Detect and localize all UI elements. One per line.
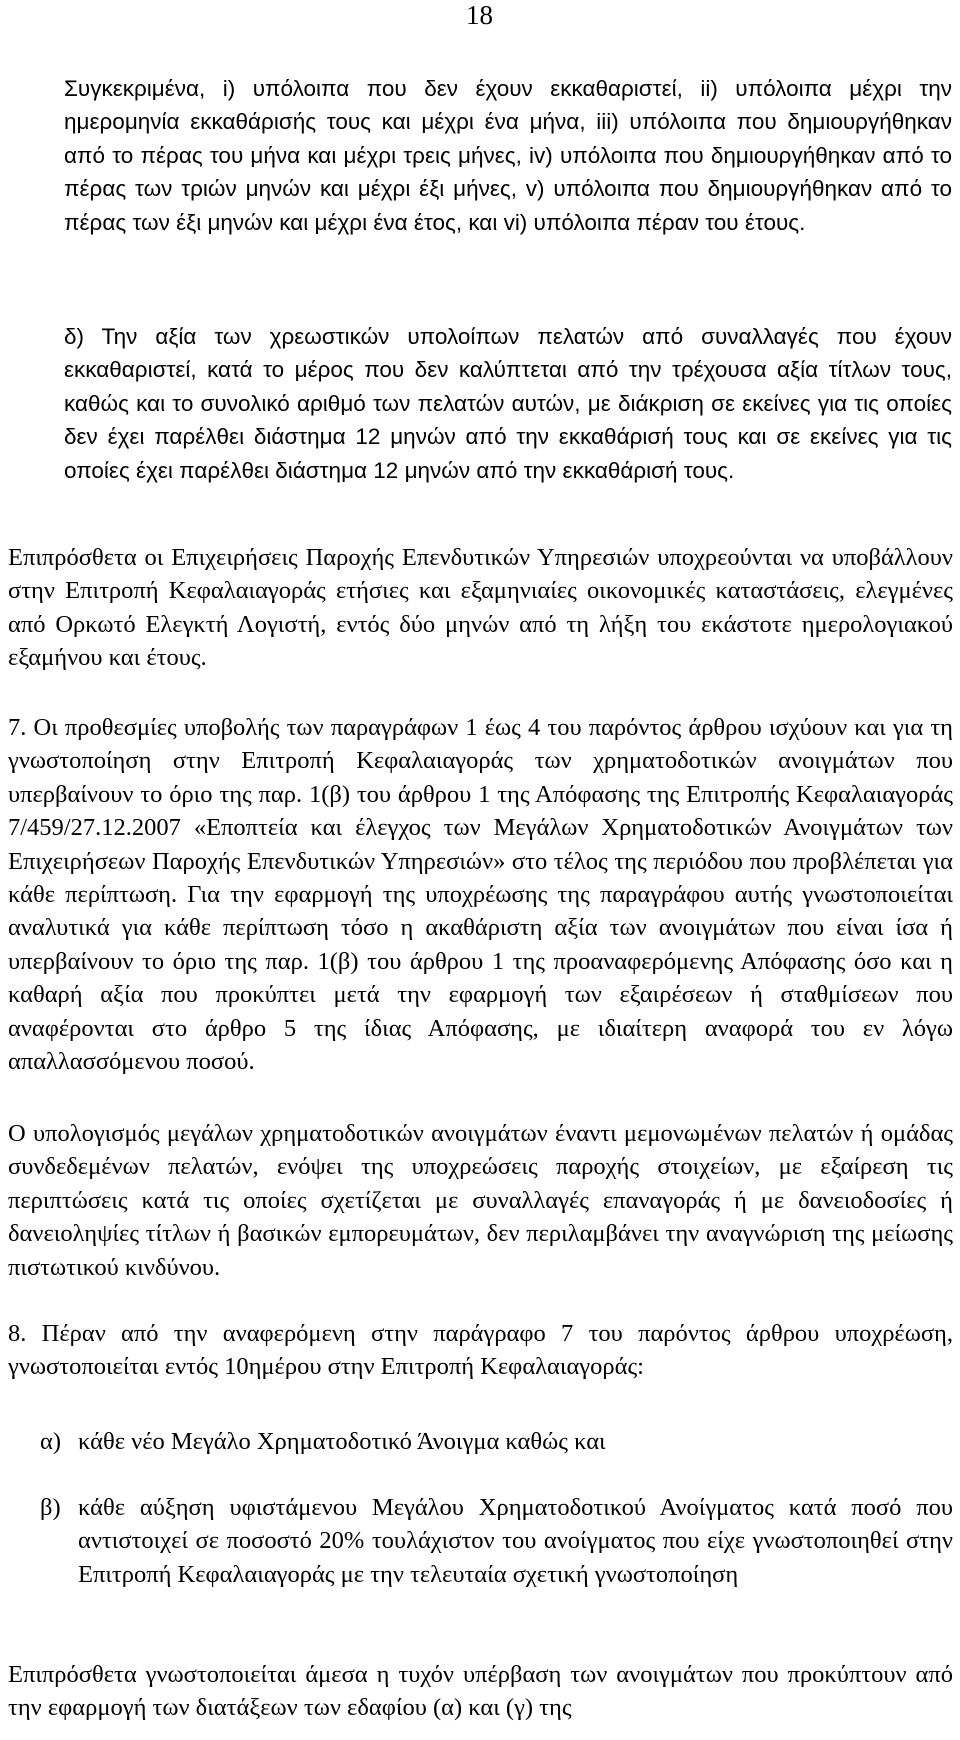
paragraph-7-deadlines: 7. Οι προθεσμίες υποβολής των παραγράφων 1 έως 4 του παρόντος άρθρου ισχύουν και για τη γνωστοποίηση στην Επιτροπή Κεφαλαιαγοράς των χρηματοδοτικών ανοιγμάτων που υπερβαίνουν το όριο της παρ. 1(β) του άρθρου 1 της Απόφασης της Επιτροπής Κεφαλαιαγοράς 7/459/27.12.2007 «Εποπτεία και έλεγχος των Μεγάλων Χρηματοδοτικών Ανοιγμάτων των Επιχειρήσεων Παροχής Επενδυτικών Υπηρεσιών» στο τέλος της περιόδου που προβλέπεται για κάθε περίπτωση. Για την εφαρμογή της υποχρέωσης της παραγράφου αυτής γνωστοποιείται αναλυτικά για κάθε περίπτωση τόσο η ακαθάριστη αξία των ανοιγμάτων που είναι ίσα ή υπερβαίνουν το όριο της παρ. 1(β) του άρθρου 1 της προαναφερόμενης Απόφασης όσο και η καθαρή αξία που προκύπτει μετά την εφαρμογή των εξαιρέσεων ή σταθμίσεων που αναφέρονται στο άρθρο 5 της ίδιας Απόφασης, με ιδιαίτερη αναφορά του εν λόγω απαλλασσόμενου ποσού.: [8, 714, 953, 1076]
paragraph-balance-categories: Συγκεκριμένα, i) υπόλοιπα που δεν έχουν εκκαθαριστεί, ii) υπόλοιπα μέχρι την ημερομηνία εκκαθάρισής τους και μέχρι ένα μήνα, iii) υπόλοιπα που δημιουργήθηκαν από το πέρας του μήνα και μέχρι τρεις μήνες, iv) υπόλοιπα που δημιουργήθηκαν από το πέρας των τριών μηνών και μέχρι έξι μήνες, v) υπόλοιπα που δημιουργήθηκαν από το πέρας των έξι μηνών και μέχρι ένα έτος, και vi) υπόλοιπα πέραν του έτους.: [64, 76, 952, 235]
paragraph-8-notification: 8. Πέραν από την αναφερόμενη στην παράγραφο 7 του παρόντος άρθρου υποχρέωση, γνωστοποιείται εντός 10ημέρου στην Επιτροπή Κεφαλαιαγοράς:: [8, 1320, 953, 1381]
list-item-beta: [40, 1491, 953, 1591]
paragraph-exposure-calculation: Ο υπολογισμός μεγάλων χρηματοδοτικών ανοιγμάτων έναντι μεμονωμένων πελατών ή ομάδας συνδεδεμένων πελατών, ενόψει της υποχρεώσεις παροχής στοιχείων, με εξαίρεση τις περιπτώσεις κατά τις οποίες σχετίζεται με συναλλαγές επαναγοράς ή με δανειοδοσίες ή δανειοληψίες τίτλων ή βασικών εμπορευμάτων, δεν περιλαμβάνει την αναγνώριση της μείωσης πιστωτικού κινδύνου.: [8, 1120, 953, 1281]
list-item-text: κάθε αύξηση υφιστάμενου Μεγάλου Χρηματοδοτικού Ανοίγματος κατά ποσό που αντιστοιχεί σε ποσοστό 20% τουλάχιστον του ανοίγματος που είχε γνωστοποιηθεί στην Επιτροπή Κεφαλαιαγοράς με την τελευταία σχετική γνωστοποίηση: [78, 1494, 953, 1588]
paragraph-financial-statements: Επιπρόσθετα οι Επιχειρήσεις Παροχής Επενδυτικών Υπηρεσιών υποχρεούνται να υποβάλλουν στην Επιτροπή Κεφαλαιαγοράς ετήσιες και εξαμηνιαίες οικονομικές καταστάσεις, ελεγμένες από Ορκωτό Ελεγκτή Λογιστή, εντός δύο μηνών από τη λήξη του εκάστοτε ημερολογιακού εξαμήνου και έτους.: [8, 544, 953, 672]
list-item-marker: β): [40, 1494, 61, 1521]
paragraph-delta-debit-balances: δ) Την αξία των χρεωστικών υπολοίπων πελατών από συναλλαγές που έχουν εκκαθαριστεί, κατά το μέρος που δεν καλύπτεται από την τρέχουσα αξία τίτλων τους, καθώς και το συνολικό αριθμό των πελατών αυτών, με διάκριση σε εκείνες για τις οποίες δεν έχει παρέλθει διάστημα 12 μηνών από την εκκαθάρισή τους και σε εκείνες για τις οποίες έχει παρέλθει διάστημα 12 μηνών από την εκκαθάρισή τους.: [64, 324, 952, 483]
page-number: 18: [466, 0, 493, 30]
paragraph-immediate-notification: Επιπρόσθετα γνωστοποιείται άμεσα η τυχόν υπέρβαση των ανοιγμάτων που προκύπτουν από την εφαρμογή των διατάξεων των εδαφίου (α) και (γ) της: [8, 1661, 953, 1722]
list-item-text: κάθε νέο Μεγάλο Χρηματοδοτικό Άνοιγμα καθώς και: [78, 1428, 606, 1455]
list-item-alpha: [40, 1425, 953, 1458]
list-item-marker: α): [40, 1428, 61, 1455]
